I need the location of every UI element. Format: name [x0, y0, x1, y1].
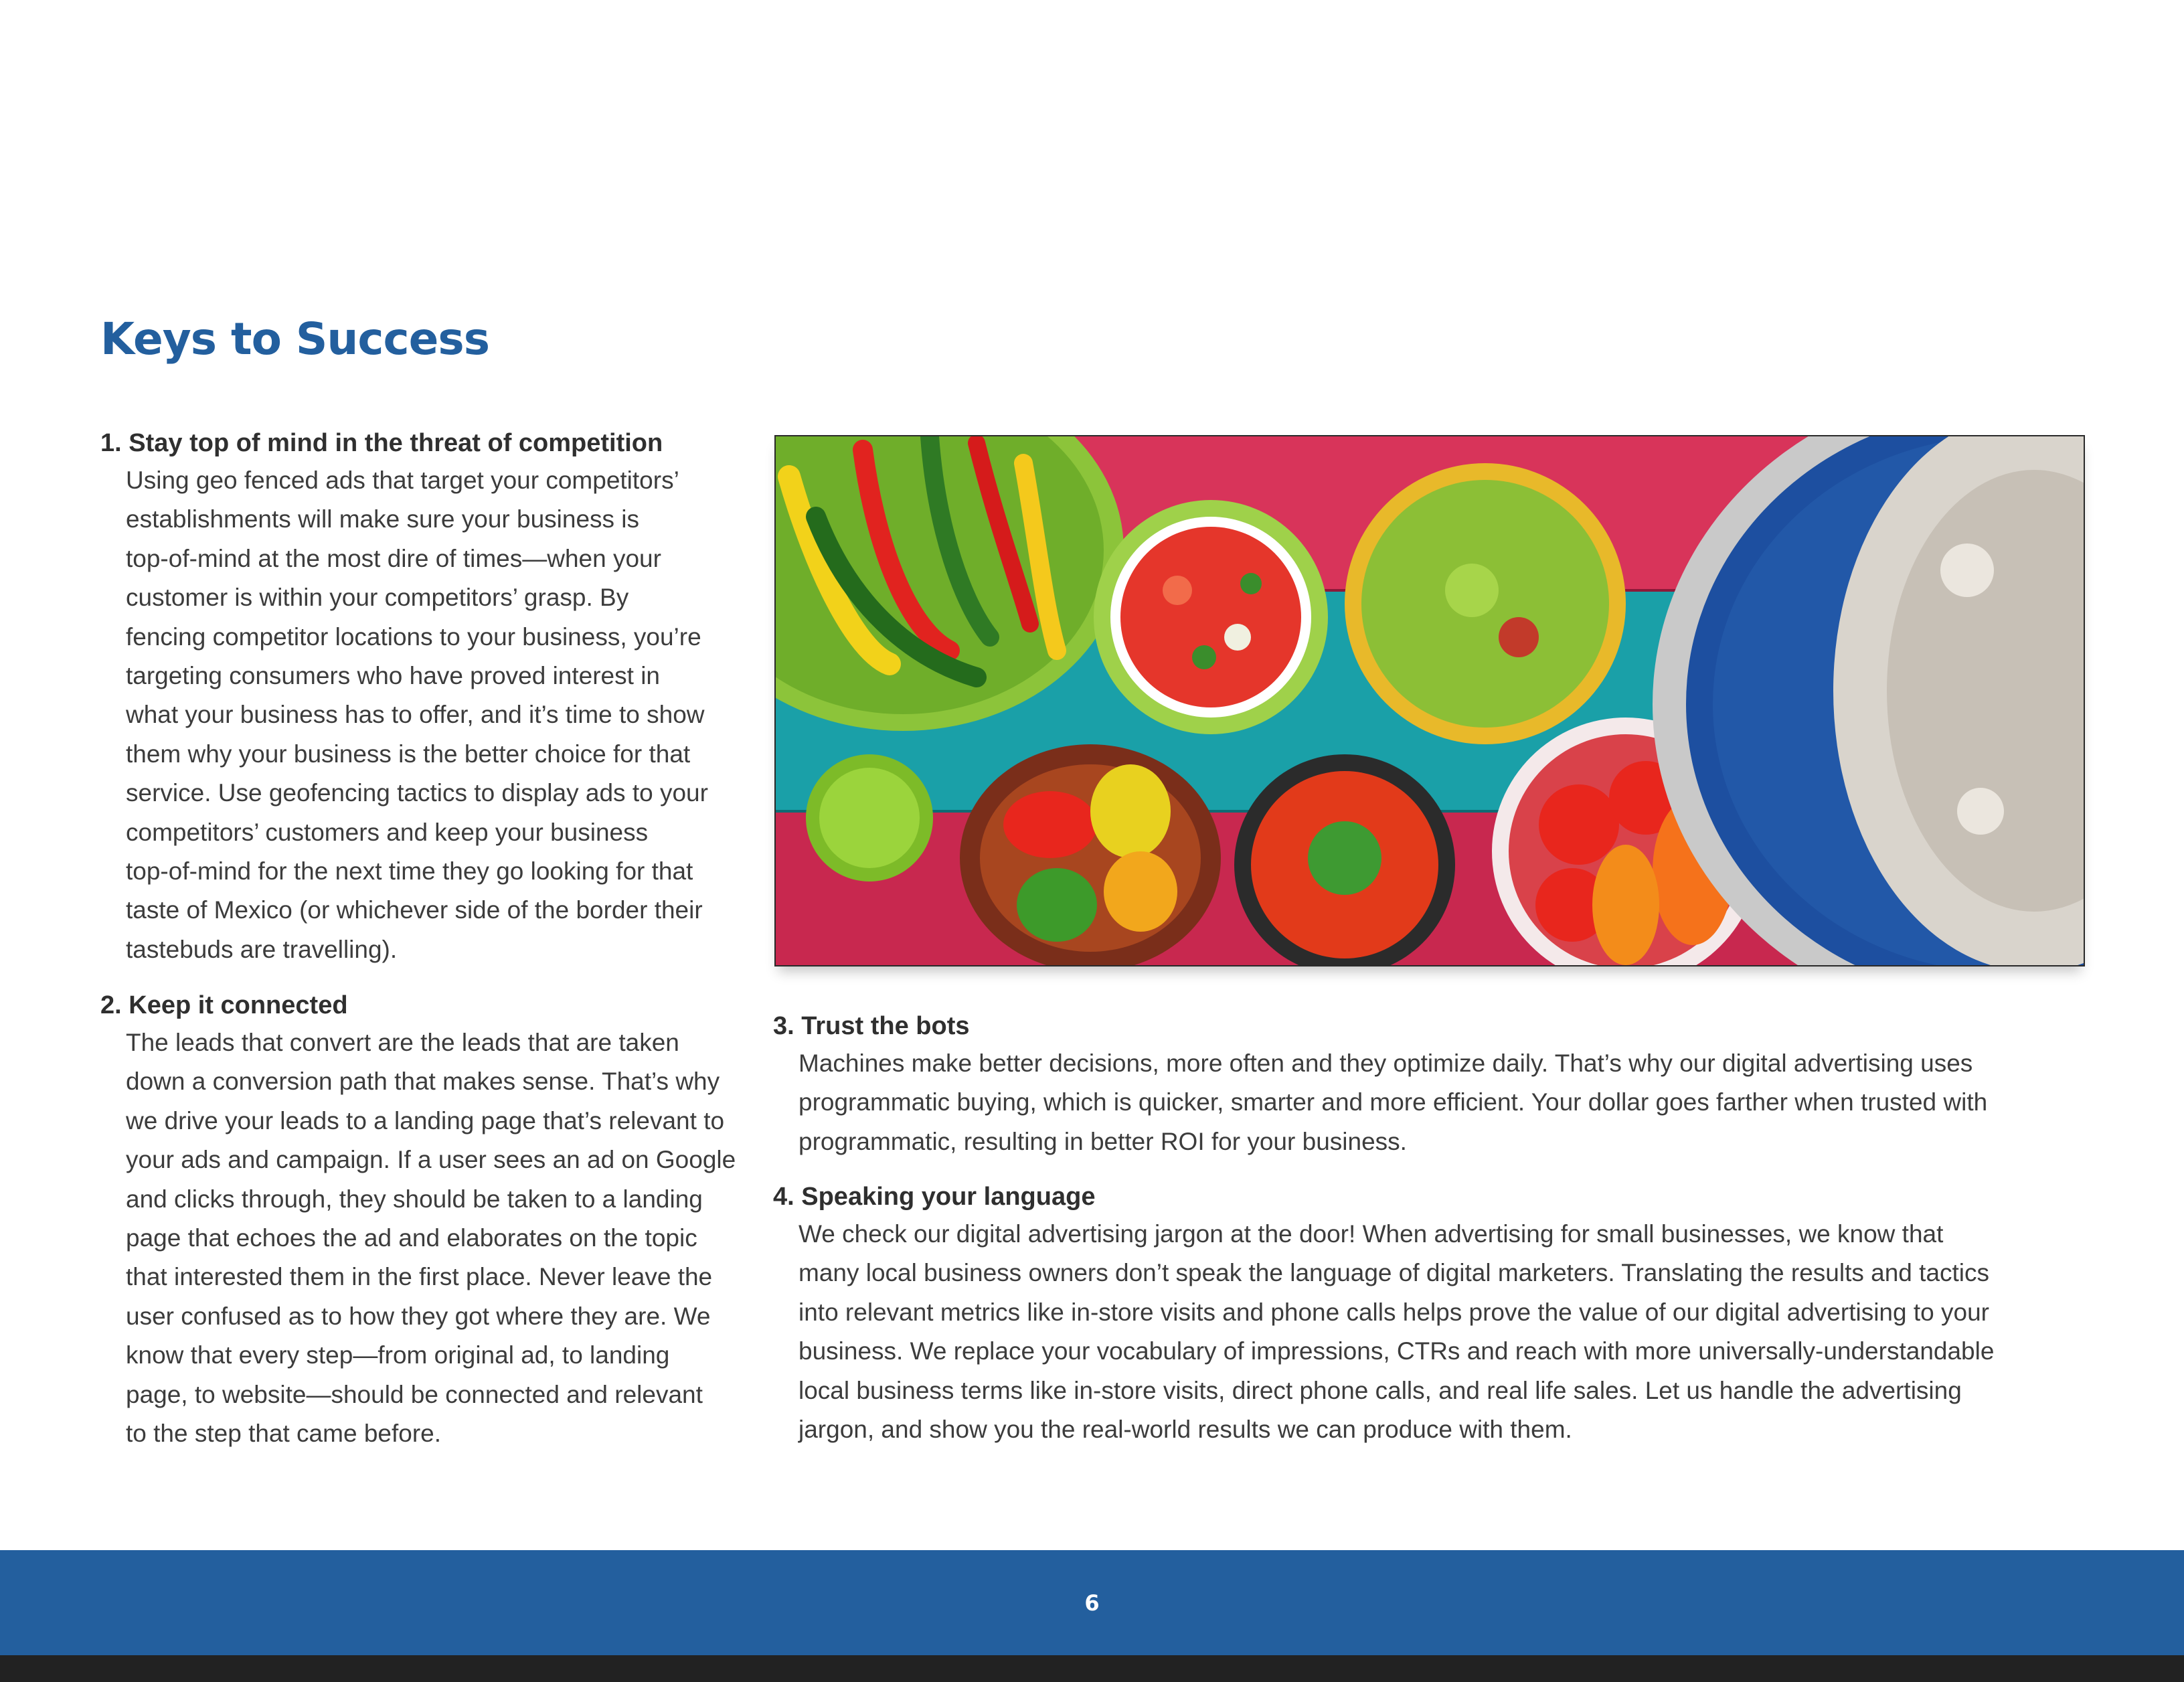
section-body [100, 1023, 736, 1453]
body-line: to the step that came before. [126, 1420, 442, 1448]
body-line: know that every step—from original ad, to landing [126, 1341, 670, 1369]
body-line: Using geo fenced ads that target your competitors’ [126, 467, 679, 494]
section-keep-it-connected [100, 987, 736, 1453]
body-line: and clicks through, they should be taken to a landing [126, 1185, 703, 1213]
page-number: 6 [1084, 1590, 1100, 1616]
body-line: service. Use geofencing tactics to display ads to your [126, 779, 708, 807]
section-body [100, 461, 736, 969]
body-line: user confused as to how they got where they are. We [126, 1302, 711, 1330]
body-line: customer is within your competitors’ grasp. By [126, 584, 629, 612]
page-footer [0, 1550, 2184, 1655]
body-line: top-of-mind for the next time they go looking for that [126, 857, 693, 886]
body-line: local business terms like in-store visits, direct phone calls, and real life sales. Let us handle the advertising [799, 1376, 1962, 1404]
body-line: taste of Mexico (or whichever side of the border their [126, 896, 703, 924]
body-line: competitors’ customers and keep your business [126, 818, 649, 846]
body-line: your ads and campaign. If a user sees an ad on Google [126, 1146, 736, 1174]
mexican-food-photo [774, 435, 2085, 966]
body-line: jargon, and show you the real-world results we can produce with them. [799, 1416, 1572, 1444]
body-line: Machines make better decisions, more often and they optimize daily. That’s why our digital advertising uses [799, 1049, 1973, 1077]
body-line: down a conversion path that makes sense. That’s why [126, 1068, 720, 1096]
body-line: them why your business is the better choice for that [126, 740, 691, 768]
body-line: we drive your leads to a landing page that’s relevant to [126, 1106, 725, 1134]
body-line: programmatic, resulting in better ROI for your business. [799, 1127, 1407, 1155]
section-speaking-your-language [773, 1179, 2112, 1449]
body-line: into relevant metrics like in-store visits and phone calls helps prove the value of our digital advertising to your [799, 1298, 1989, 1326]
body-line: establishments will make sure your business is [126, 505, 640, 533]
body-line: that interested them in the first place. Never leave the [126, 1263, 713, 1291]
body-line: targeting consumers who have proved interest in [126, 662, 660, 690]
section-stay-top-of-mind [100, 425, 736, 969]
body-line: tastebuds are travelling). [126, 935, 398, 963]
body-line: business. We replace your vocabulary of impressions, CTRs and reach with more universally-understandable [799, 1337, 1995, 1365]
bottom-bar [0, 1655, 2184, 1682]
body-line: page that echoes the ad and elaborates on the topic [126, 1224, 697, 1252]
section-heading: 4. Speaking your language [773, 1183, 1096, 1211]
body-line: what your business has to offer, and it’s time to show [126, 701, 705, 729]
body-line: many local business owners don’t speak the language of digital marketers. Translating the results and tactics [799, 1259, 1990, 1287]
food-illustration [776, 436, 2084, 965]
section-heading: 2. Keep it connected [100, 991, 348, 1019]
section-heading: 3. Trust the bots [773, 1012, 970, 1040]
section-heading: 1. Stay top of mind in the threat of competition [100, 429, 663, 457]
body-line: top-of-mind at the most dire of times—when your [126, 544, 661, 572]
body-line: programmatic buying, which is quicker, smarter and more efficient. Your dollar goes farther when trusted with [799, 1088, 1988, 1116]
section-body [773, 1044, 2112, 1161]
section-trust-the-bots [773, 1008, 2112, 1161]
page-title: Keys to Success [100, 313, 489, 365]
body-line: page, to website—should be connected and relevant [126, 1380, 703, 1408]
section-body [773, 1215, 2112, 1449]
body-line: We check our digital advertising jargon at the door! When advertising for small businesses, we know that [799, 1220, 1944, 1248]
body-line: fencing competitor locations to your business, you’re [126, 622, 701, 651]
body-line: The leads that convert are the leads that are taken [126, 1029, 679, 1056]
